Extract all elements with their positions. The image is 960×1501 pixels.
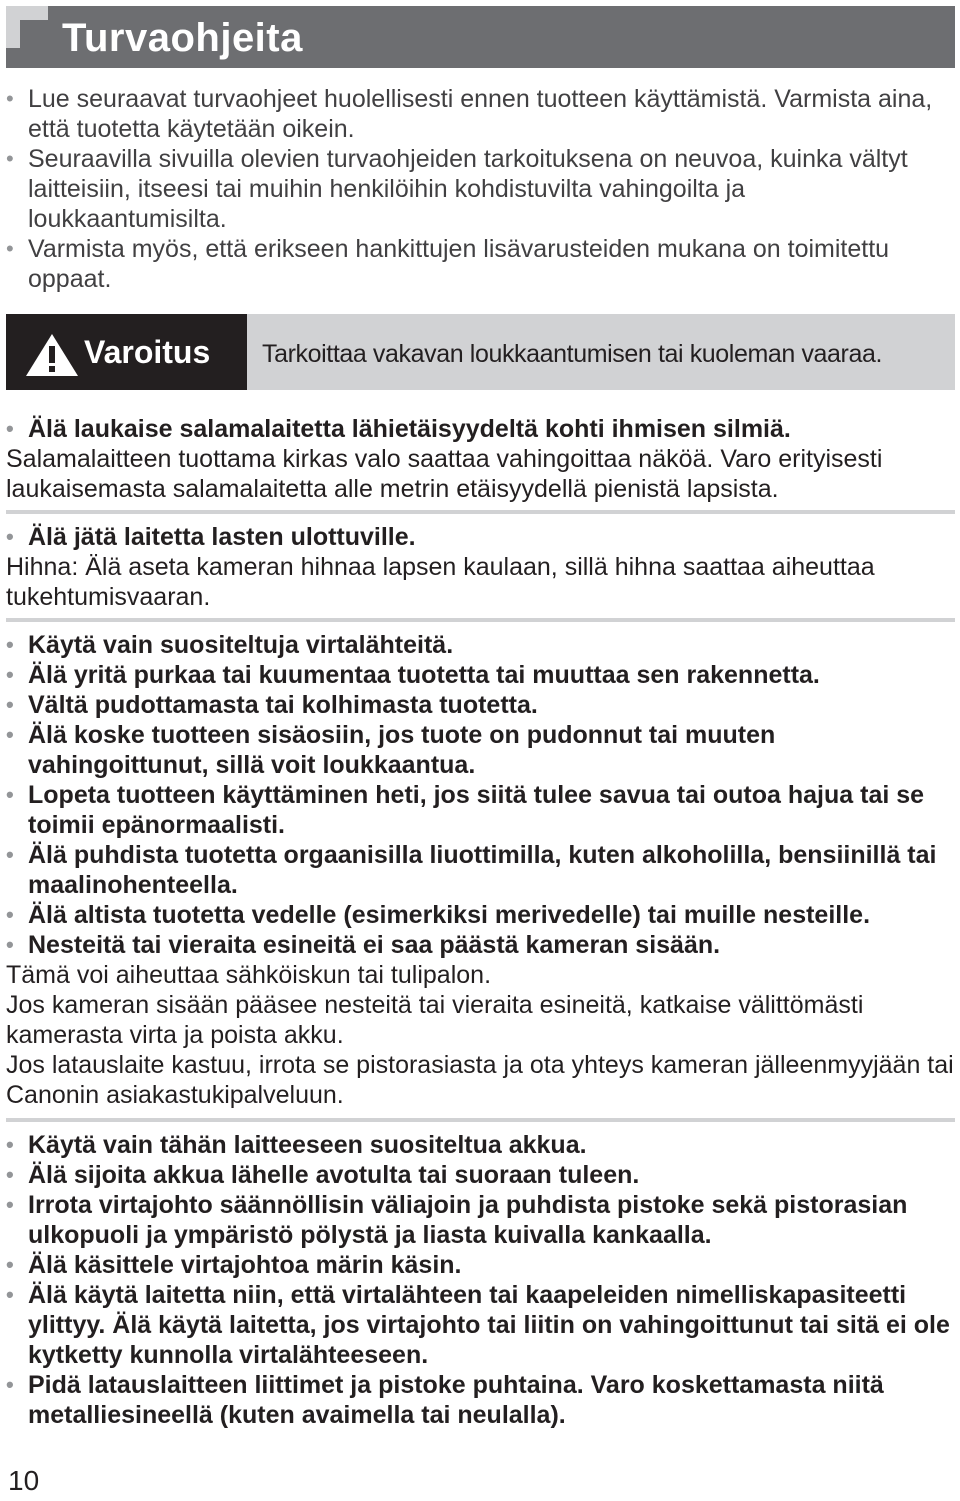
- section-text: Tämä voi aiheuttaa sähköiskun tai tulipalon.: [6, 961, 492, 989]
- bullet-icon: •: [6, 692, 14, 717]
- bullet-icon: •: [6, 902, 14, 927]
- intro-item: • Seuraavilla sivuilla olevien turvaohjeiden tarkoituksena on neuvoa, kuinka vältyt laitteisiin, itseesi tai muihin henkilöihin kohdistuvilta vahingoilta ja loukkaantumisilta.: [6, 145, 908, 233]
- section-battery: [6, 1130, 954, 1430]
- bold-bullet: • Pidä latauslaitteen liittimet ja pistoke puhtaina. Varo koskettamasta niitä metalliesineellä (kuten avaimella tai neulalla).: [6, 1371, 884, 1429]
- bullet-icon: •: [6, 86, 14, 111]
- warning-description: Tarkoittaa vakavan loukkaantumisen tai kuoleman vaaraa.: [262, 340, 883, 368]
- bold-bullet: • Lopeta tuotteen käyttäminen heti, jos siitä tulee savua tai outoa hajua tai se toimii epänormaalisti.: [6, 781, 925, 839]
- bullet-icon: •: [6, 662, 14, 687]
- bullet-icon: •: [6, 1162, 14, 1187]
- bold-bullet: • Älä käytä laitetta niin, että virtalähteen tai kaapeleiden nimelliskapasiteetti ylittyy. Älä käytä laitetta, jos virtajohto tai liitin on vahingoittunut tai sitä ei ole kytketty kunnolla virtalähteeseen.: [6, 1281, 950, 1369]
- bullet-icon: •: [6, 1132, 14, 1157]
- warning-label: Varoitus: [84, 334, 211, 370]
- bullet-icon: •: [6, 1192, 14, 1217]
- bullet-icon: •: [6, 782, 14, 807]
- section-children: [6, 522, 954, 612]
- bullet-icon: •: [6, 1372, 14, 1397]
- bullet-icon: •: [6, 146, 14, 171]
- bold-bullet: • Käytä vain suositeltuja virtalähteitä.: [6, 631, 454, 659]
- section-text: Salamalaitteen tuottama kirkas valo saattaa vahingoittaa näköä. Varo erityisesti laukaisemasta salamalaitetta alle metrin etäisyydellä pienistä lapsista.: [6, 445, 883, 503]
- bold-bullet: • Käytä vain tähän laitteeseen suositeltua akkua.: [6, 1131, 587, 1159]
- bold-bullet: • Älä käsittele virtajohtoa märin käsin.: [6, 1251, 462, 1279]
- section-text: Jos kameran sisään pääsee nesteitä tai vieraita esineitä, katkaise välittömästi kamerasta virta ja poista akku.: [6, 991, 864, 1049]
- bold-bullet: • Älä jätä laitetta lasten ulottuville.: [6, 523, 416, 551]
- intro-item: • Varmista myös, että erikseen hankittujen lisävarusteiden mukana on toimitettu oppaat.: [6, 235, 890, 293]
- bold-bullet: • Älä puhdista tuotetta orgaanisilla liuottimilla, kuten alkoholilla, bensiinillä tai maalinohenteella.: [6, 841, 937, 899]
- section-power: [6, 630, 954, 1110]
- bold-bullet: • Älä koske tuotteen sisäosiin, jos tuote on pudonnut tai muuten vahingoittunut, sillä voit loukkaantua.: [6, 721, 776, 779]
- bullet-icon: •: [6, 1252, 14, 1277]
- section-flash: [6, 414, 954, 504]
- bold-bullet: • Vältä pudottamasta tai kolhimasta tuotetta.: [6, 691, 538, 719]
- bullet-icon: •: [6, 524, 14, 549]
- page-title: Turvaohjeita: [62, 16, 303, 60]
- bullet-icon: •: [6, 416, 14, 441]
- bullet-icon: •: [6, 722, 14, 747]
- bullet-icon: •: [6, 932, 14, 957]
- intro-list: [6, 84, 946, 294]
- bold-bullet: • Älä altista tuotetta vedelle (esimerkiksi merivedelle) tai muille nesteille.: [6, 901, 871, 929]
- section-text: Hihna: Älä aseta kameran hihnaa lapsen kaulaan, sillä hihna saattaa aiheuttaa tukehtumisvaaran.: [6, 553, 875, 611]
- section-divider: [6, 510, 955, 514]
- page-number: 10: [8, 1465, 40, 1496]
- section-divider: [6, 618, 955, 622]
- bullet-icon: •: [6, 1282, 14, 1307]
- bullet-icon: •: [6, 236, 14, 261]
- section-text: Jos latauslaite kastuu, irrota se pistorasiasta ja ota yhteys kameran jälleenmyyjään tai Canonin asiakastukipalveluun.: [6, 1051, 954, 1109]
- warning-triangle-icon: [24, 332, 80, 378]
- bullet-icon: •: [6, 842, 14, 867]
- section-divider: [6, 1118, 955, 1122]
- bold-bullet: • Nesteitä tai vieraita esineitä ei saa päästä kameran sisään.: [6, 931, 721, 959]
- bold-bullet: • Älä yritä purkaa tai kuumentaa tuotetta tai muuttaa sen rakennetta.: [6, 661, 820, 689]
- bullet-icon: •: [6, 632, 14, 657]
- bold-bullet: • Älä sijoita akkua lähelle avotulta tai suoraan tuleen.: [6, 1161, 640, 1189]
- title-corner-inner-decoration: [20, 20, 48, 48]
- intro-item: • Lue seuraavat turvaohjeet huolellisesti ennen tuotteen käyttämistä. Varmista aina, että tuotetta käytetään oikein.: [6, 85, 933, 143]
- bold-bullet: • Älä laukaise salamalaitetta lähietäisyydeltä kohti ihmisen silmiä.: [6, 415, 791, 443]
- bold-bullet: • Irrota virtajohto säännöllisin väliajoin ja puhdista pistoke sekä pistorasian ulkopuoli ja ympäristö pölystä ja liasta kuivalla kankaalla.: [6, 1191, 908, 1249]
